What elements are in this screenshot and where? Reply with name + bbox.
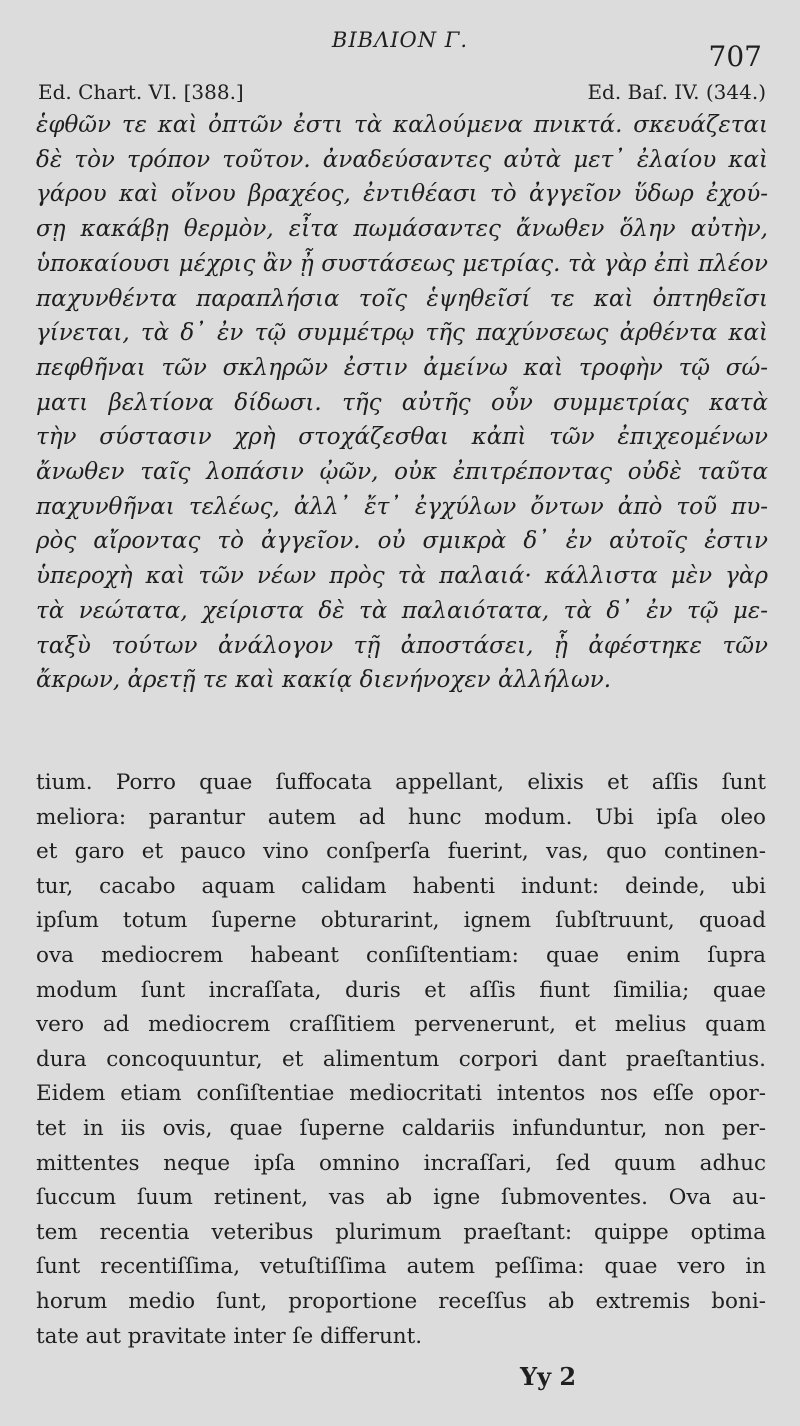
latin-text-line: tate aut pravitate inter ſe differunt.	[36, 1323, 423, 1349]
greek-text-line: τὰ νεώτατα, χείριστα δὲ τὰ παλαιότατα, τὰ δ᾽ ἐν τῷ με-	[36, 597, 768, 624]
latin-text-line: modum ſunt incraſſata, duris et aſſis fiunt ſimilia; quae	[36, 977, 766, 1003]
edition-right: Ed. Baſ. IV. (344.)	[587, 80, 766, 104]
edition-references	[38, 80, 766, 104]
latin-text-line: horum medio ſunt, proportione receſſus ab extremis boni-	[36, 1288, 766, 1314]
latin-text-line: tet in iis ovis, quae ſuperne caldariis infunduntur, non per-	[36, 1115, 766, 1141]
greek-text-line: ἄκρων, ἀρετῇ τε καὶ κακίᾳ διενήνοχεν ἀλλήλων.	[36, 667, 612, 694]
greek-text-line: παχυνθῆναι τελέως, ἀλλ᾽ ἔτ᾽ ἐγχύλων ὄντων ἀπὸ τοῦ πυ-	[36, 493, 768, 520]
greek-text-line: πεφθῆναι τῶν σκληρῶν ἐστιν ἀμείνω καὶ τροφὴν τῷ σώ-	[36, 354, 768, 381]
greek-text-block	[36, 108, 768, 698]
greek-text-line: τὴν σύστασιν χρὴ στοχάζεσθαι κἀπὶ τῶν ἐπιχεομένων	[36, 424, 768, 451]
page-number: 707	[708, 40, 762, 73]
latin-text-line: tem recentia veteribus plurimum praeſtant: quippe optima	[36, 1219, 766, 1245]
greek-text-line: ἑφθῶν τε καὶ ὀπτῶν ἐστι τὰ καλούμενα πνικτά. σκευάζεται	[36, 112, 768, 138]
greek-text-line: ματι βελτίονα δίδωσι. τῆς αὐτῆς οὖν συμμετρίας κατὰ	[36, 389, 768, 416]
latin-text-line: ſunt recentiſſima, vetuſtiſſima autem peſſima: quae vero in	[36, 1254, 766, 1280]
greek-text-line: ὑποκαίουσι μέχρις ἂν ᾖ συστάσεως μετρίας. τὰ γὰρ ἐπὶ πλέον	[36, 250, 768, 277]
greek-text-line: ρὸς αἴροντας τὸ ἀγγεῖον. οὐ σμικρὰ δ᾽ ἐν αὐτοῖς ἐστιν	[36, 528, 768, 555]
greek-text-line: ἄνωθεν ταῖς λοπάσιν ᾠῶν, οὐκ ἐπιτρέποντας οὐδὲ ταῦτα	[36, 459, 768, 486]
latin-text-line: mittentes neque ipſa omnino incraſſari, ſed quum adhuc	[36, 1150, 766, 1176]
edition-left: Ed. Chart. VI. [388.]	[38, 80, 244, 104]
latin-text-line: tur, cacabo aquam calidam habenti indunt: deinde, ubi	[36, 873, 766, 899]
latin-text-block	[36, 766, 766, 1354]
greek-text-line: γίνεται, τὰ δ᾽ ἐν τῷ συμμέτρῳ τῆς παχύνσεως ἀρθέντα καὶ	[36, 320, 768, 347]
greek-text-line: ὑπεροχὴ καὶ τῶν νέων πρὸς τὰ παλαιά· κάλλιστα μὲν γὰρ	[36, 563, 768, 590]
latin-text-line: vero ad mediocrem craſſitiem pervenerunt, et melius quam	[36, 1012, 766, 1038]
latin-text-line: dura concoquuntur, et alimentum corpori dant praeſtantius.	[36, 1046, 766, 1072]
latin-text-line: ipſum totum ſuperne obturarint, ignem ſubſtruunt, quoad	[36, 908, 766, 934]
latin-text-line: meliora: parantur autem ad hunc modum. Ubi ipſa oleo	[36, 804, 766, 830]
latin-text-line: et garo et pauco vino conſperſa fuerint, vas, quo continen-	[36, 839, 766, 865]
greek-text-line: σῃ κακάβῃ θερμὸν, εἶτα πωμάσαντες ἄνωθεν ὅλην αὐτὴν,	[36, 216, 768, 243]
greek-text-line: δὲ τὸν τρόπον τοῦτον. ἀναδεύσαντες αὐτὰ μετ᾽ ἐλαίου καὶ	[36, 146, 768, 173]
greek-text-line: γάρου καὶ οἴνου βραχέος, ἐντιθέασι τὸ ἀγγεῖον ὕδωρ ἐχού-	[36, 181, 768, 208]
running-head: BIBΛΙΟΝ Γ.	[331, 28, 469, 52]
latin-text-line: tium. Porro quae ſuffocata appellant, elixis et aſſis ſunt	[36, 770, 766, 795]
latin-text-line: ſuccum ſuum retinent, vas ab igne ſubmoventes. Ova au-	[36, 1185, 766, 1211]
latin-text-line: ova mediocrem habeant conſiſtentiam: quae enim ſupra	[36, 942, 766, 968]
signature-mark: Yy 2	[520, 1362, 577, 1391]
greek-text-line: ταξὺ τούτων ἀνάλογον τῇ ἀποστάσει, ᾗ ἀφέστηκε τῶν	[36, 632, 768, 659]
latin-text-line: Eidem etiam conſiſtentiae mediocritati intentos nos eſſe opor-	[36, 1081, 766, 1107]
greek-text-line: παχυνθέντα παραπλήσια τοῖς ἑψηθεῖσί τε καὶ ὀπτηθεῖσι	[36, 285, 768, 312]
